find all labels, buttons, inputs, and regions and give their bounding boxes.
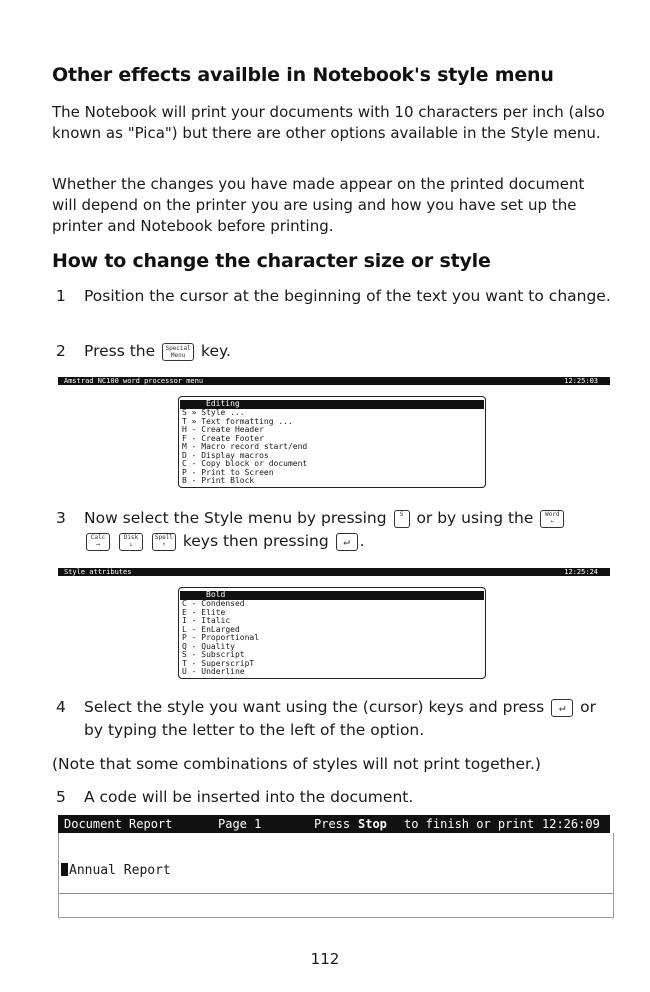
- menu-item[interactable]: P - Print to Screen: [182, 467, 274, 477]
- document-title: Document Report: [64, 817, 173, 831]
- calc-right-key-icon: Calc ⟶: [86, 533, 110, 551]
- down-arrow-key-icon: Disk ↓: [119, 533, 143, 551]
- stop-key-label: Stop: [358, 817, 387, 831]
- status-clock: 12:26:09: [542, 817, 600, 831]
- document-editor[interactable]: [58, 833, 614, 918]
- step-number: 4: [56, 698, 66, 716]
- step-text: Now select the Style menu by pressing S or by using the Word ← Calc ⟶ Disk ↓ Spell ↑ keys then pressing ↵ .: [84, 507, 612, 553]
- menu-item[interactable]: C - Condensed: [182, 599, 245, 608]
- finish-label: to finish or print: [404, 817, 535, 831]
- enter-key-icon: ↵: [551, 699, 573, 717]
- step-text: Position the cursor at the beginning of the text you want to change.: [84, 287, 611, 305]
- screen1-clock: 12:25:03: [564, 377, 598, 385]
- document-content[interactable]: [61, 863, 171, 878]
- menu-item[interactable]: U - Underline: [182, 667, 245, 676]
- section-heading-effects: Other effects availble in Notebook's style menu: [52, 64, 554, 86]
- step-text: A code will be inserted into the document.: [84, 788, 414, 806]
- menu-items: [182, 600, 259, 677]
- word-processor-menu: [178, 396, 486, 488]
- menu-item[interactable]: T » Text formatting ...: [182, 416, 293, 426]
- text-cursor: [61, 863, 68, 876]
- word-left-key-icon: Word ←: [540, 510, 564, 528]
- page-indicator: Page 1: [218, 817, 262, 831]
- paragraph-printer: Whether the changes you have made appear on the printed document will depend on the printer you are using and how you have set up the printer and Notebook before printing.: [52, 175, 585, 235]
- press-label: Press: [314, 817, 351, 831]
- s-key-icon: S: [394, 510, 410, 528]
- editor-divider: [59, 893, 613, 894]
- menu-item[interactable]: B - Print Block: [182, 476, 255, 485]
- menu-item[interactable]: F - Create Footer: [182, 433, 264, 443]
- menu-item[interactable]: S » Style ...: [182, 408, 245, 417]
- menu-item[interactable]: H - Create Header: [182, 425, 264, 434]
- menu-highlight[interactable]: Editing: [180, 400, 484, 409]
- screen1-title-bar: [58, 377, 610, 385]
- menu-item[interactable]: I - Italic: [182, 616, 231, 625]
- note-combinations: (Note that some combinations of styles will not print together.): [52, 755, 541, 773]
- step-number: 5: [56, 788, 66, 806]
- menu-item[interactable]: C - Copy block or document: [182, 459, 308, 468]
- step-number: 1: [56, 287, 66, 305]
- menu-item[interactable]: L - EnLarged: [182, 624, 240, 634]
- section-heading-how-to: How to change the character size or style: [52, 250, 491, 272]
- menu-highlight[interactable]: Bold: [180, 591, 484, 600]
- menu-item[interactable]: S - Subscript: [182, 650, 245, 659]
- screen1-title: Amstrad NC100 word processor menu: [64, 377, 204, 385]
- screen2-title-bar: [58, 568, 610, 576]
- step-number: 3: [56, 509, 66, 527]
- step-text: Select the style you want using the (cursor) keys and press ↵ or by typing the letter to the left of the option.: [84, 698, 596, 739]
- menu-items: [182, 409, 307, 486]
- enter-key-icon: ↵: [336, 533, 358, 551]
- step-number: 2: [56, 342, 66, 360]
- menu-item[interactable]: Q - Quality: [182, 641, 235, 651]
- up-arrow-key-icon: Spell ↑: [152, 533, 176, 551]
- paragraph-intro: The Notebook will print your documents with 10 characters per inch (also known as "Pica") but there are other options available in the Style menu.: [52, 103, 605, 142]
- menu-item[interactable]: T - SuperscripT: [182, 658, 255, 668]
- screen2-title: Style attributes: [64, 568, 132, 576]
- document-status-bar: [58, 815, 610, 833]
- document-line: Annual Report: [69, 863, 171, 878]
- menu-item[interactable]: P - Proportional: [182, 633, 260, 642]
- page-number: 112: [310, 950, 340, 968]
- style-attributes-menu: [178, 587, 486, 679]
- step-text: Press the Special Menu key.: [84, 342, 231, 360]
- screen2-clock: 12:25:24: [564, 568, 598, 576]
- menu-item[interactable]: M - Macro record start/end: [182, 442, 308, 451]
- menu-item[interactable]: E - Elite: [182, 607, 226, 617]
- special-menu-key-icon: Special Menu: [162, 343, 194, 361]
- menu-item[interactable]: D - Display macros: [182, 450, 269, 460]
